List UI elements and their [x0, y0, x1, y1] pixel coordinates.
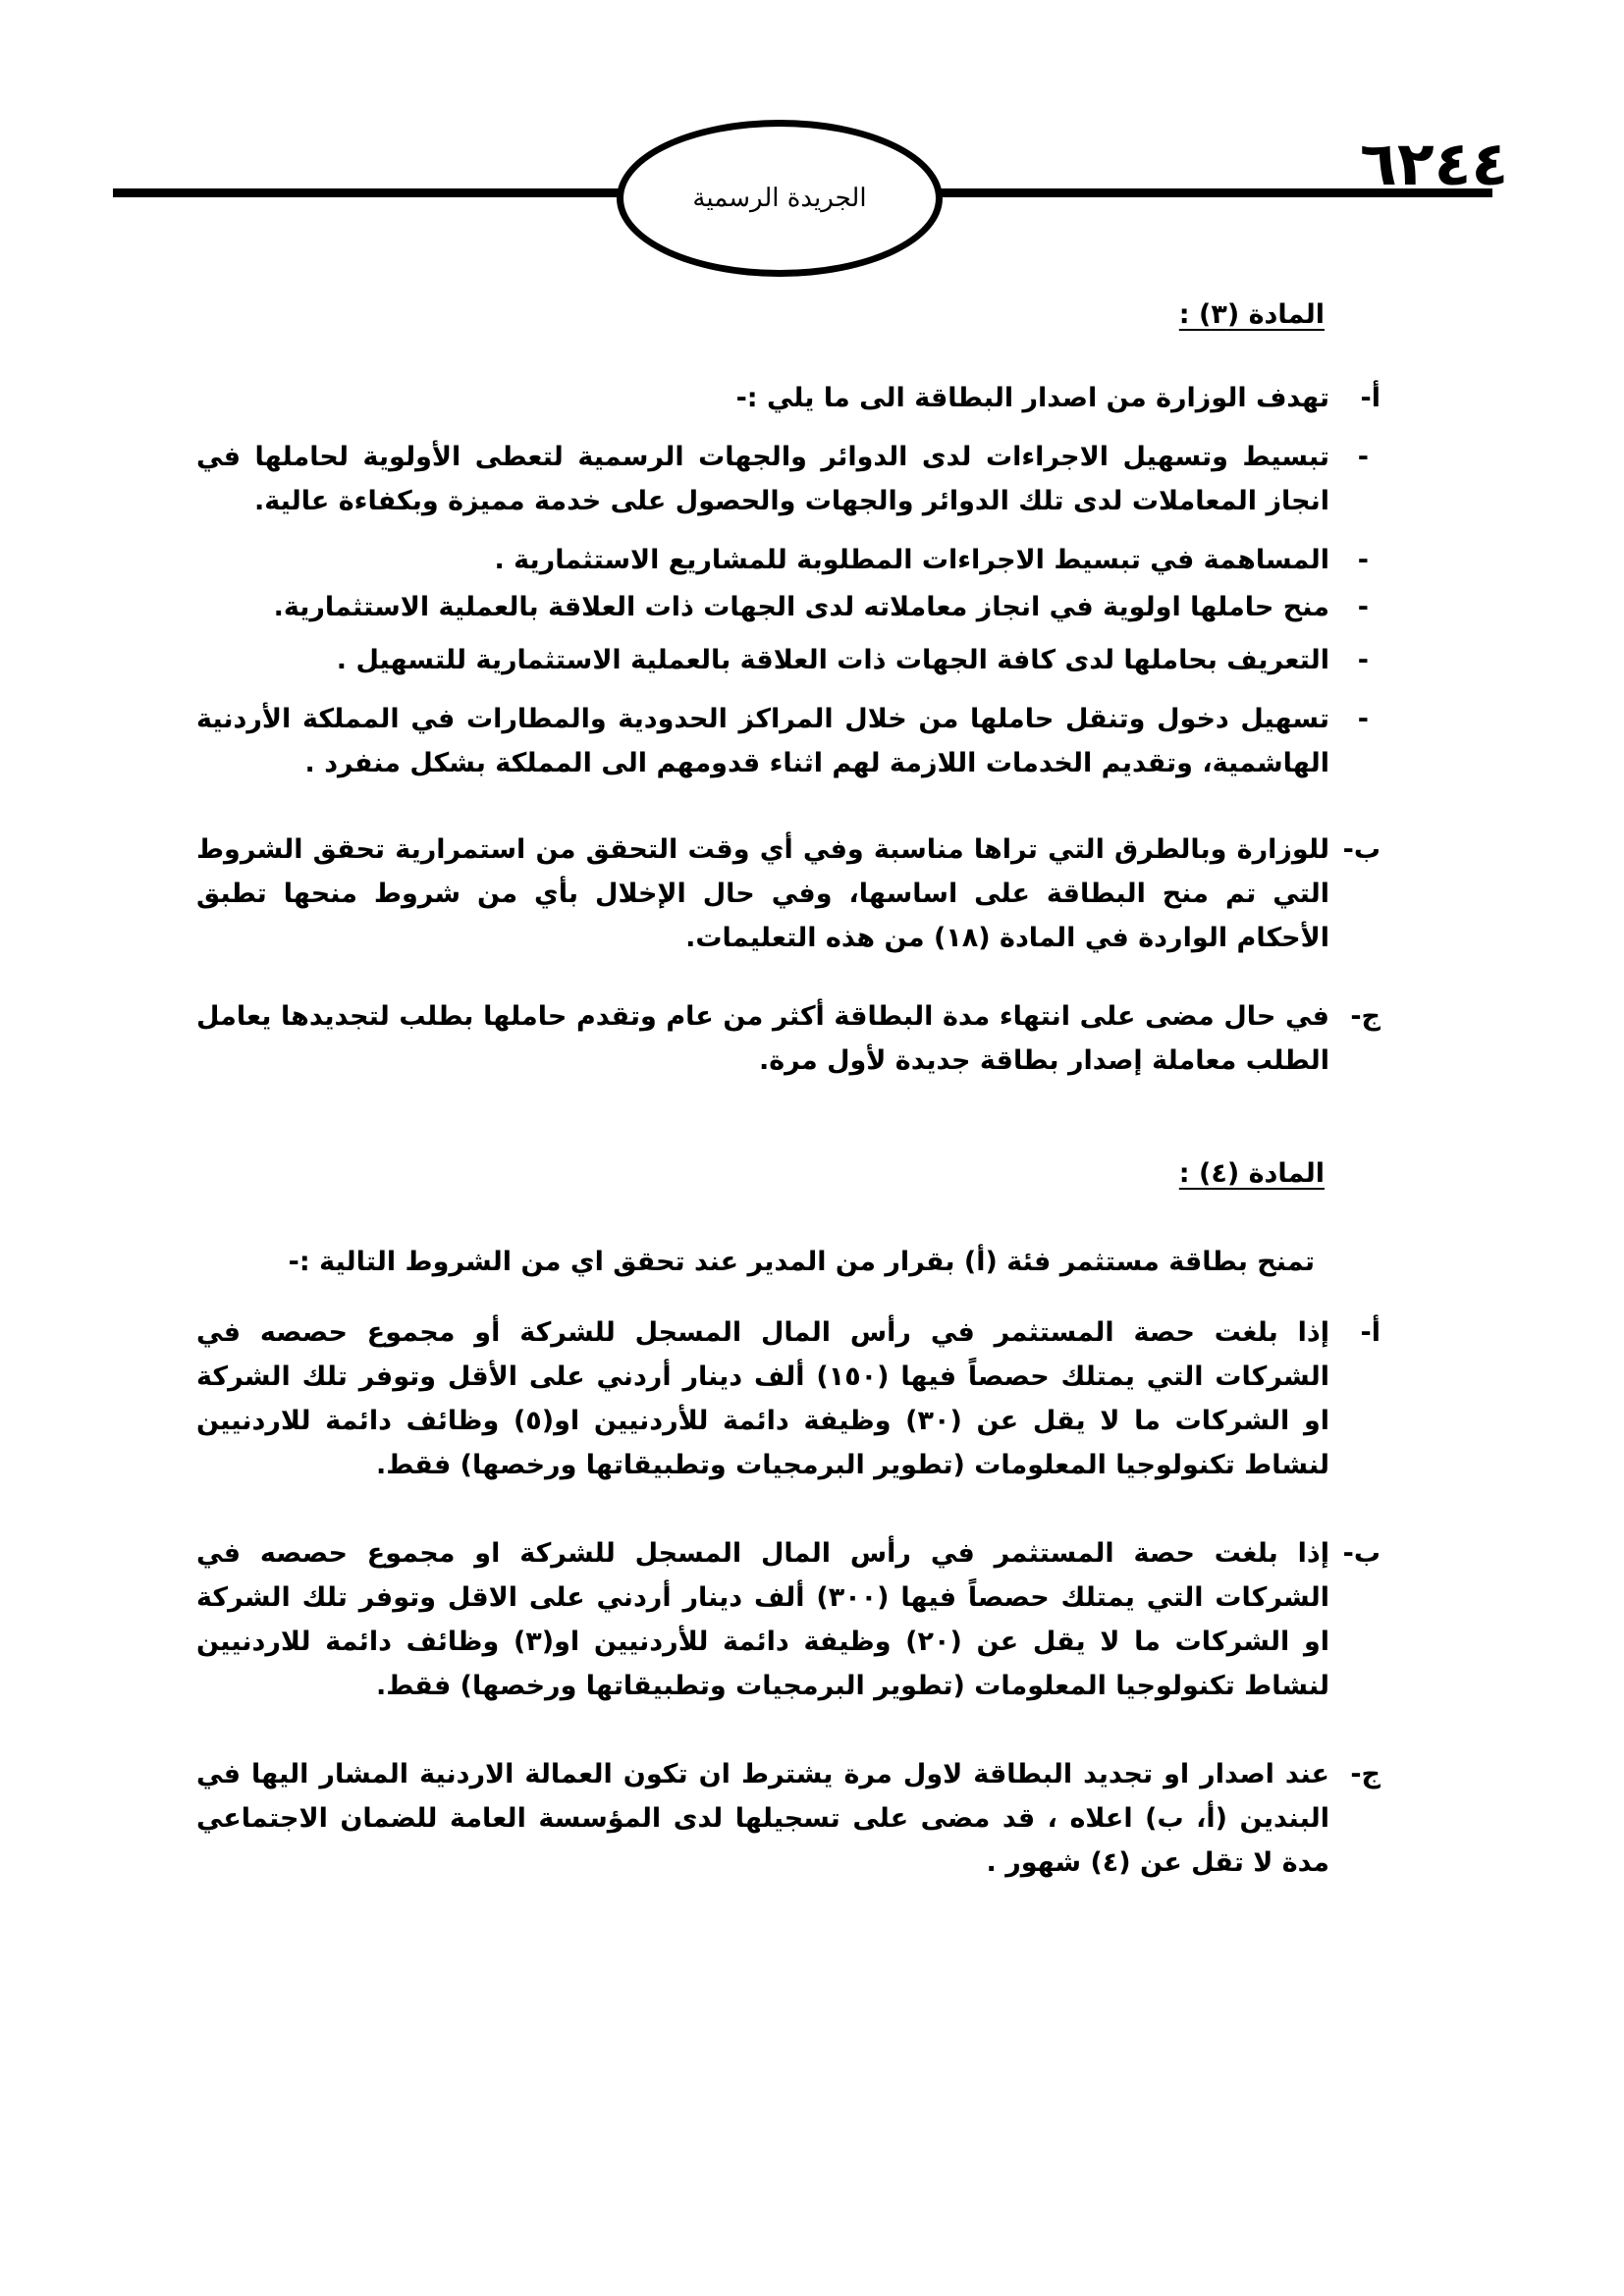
- article-3-bullet: [196, 585, 1369, 629]
- article-3-bullet: [196, 538, 1369, 582]
- article-4-clause-a: [196, 1310, 1380, 1487]
- clause-marker: أ-: [1360, 1317, 1380, 1348]
- article-4-clause-c: [196, 1752, 1380, 1885]
- article-3-clause-b: [196, 828, 1380, 960]
- article-4-title: المادة (٤) :: [1178, 1158, 1325, 1189]
- article-3-clause-c: [196, 994, 1380, 1083]
- clause-text: تهدف الوزارة من اصدار البطاقة الى ما يلي :-: [735, 383, 1329, 413]
- bullet-text: التعريف بحاملها لدى كافة الجهات ذات العلاقة بالعملية الاستثمارية للتسهيل .: [336, 645, 1329, 675]
- clause-text: للوزارة وبالطرق التي تراها مناسبة وفي أي وقت التحقق من استمرارية تحقق الشروط التي تم منح البطاقة على اساسها، وفي حال الإخلال بأي من شروط منحها تطبق الأحكام الواردة في المادة (١٨) من هذه التعليمات.: [196, 834, 1329, 953]
- article-3-bullet: [196, 638, 1369, 682]
- clause-marker: ب-: [1342, 834, 1380, 865]
- gazette-title: الجريدة الرسمية: [692, 184, 867, 213]
- bullet-text: منح حاملها اولوية في انجاز معاملاته لدى الجهات ذات العلاقة بالعملية الاستثمارية.: [273, 592, 1329, 622]
- clause-marker: أ-: [1360, 383, 1380, 413]
- article-4-intro: تمنح بطاقة مستثمر فئة (أ) بقرار من المدير عند تحقق اي من الشروط التالية :-: [288, 1247, 1315, 1277]
- bullet-text: تسهيل دخول وتنقل حاملها من خلال المراكز الحدودية والمطارات في المملكة الأردنية الهاشمية، وتقديم الخدمات اللازمة لهم اثناء قدومهم الى المملكة بشكل منفرد .: [196, 704, 1329, 778]
- clause-marker: ب-: [1342, 1538, 1380, 1569]
- gazette-title-oval: [617, 120, 943, 277]
- article-4-clause-b: [196, 1531, 1380, 1708]
- article-3-bullet: [196, 435, 1369, 523]
- bullet-dash: -: [1357, 442, 1369, 472]
- bullet-dash: -: [1357, 545, 1369, 575]
- bullet-dash: -: [1357, 592, 1369, 622]
- clause-text: إذا بلغت حصة المستثمر في رأس المال المسجل للشركة او مجموع حصصه في الشركات التي يمتلك حصصاً فيها (٣٠٠) ألف دينار أردني على الاقل وتوفر تلك الشركة او الشركات ما لا يقل عن (٢٠) وظيفة دائمة للأردنيين او(٣) وظائف دائمة للاردنيين لنشاط تكنولوجيا المعلومات (تطوير البرمجيات وتطبيقاتها ورخصها) فقط.: [196, 1538, 1329, 1701]
- clause-marker: ج-: [1350, 1001, 1380, 1032]
- page-number: ٦٢٤٤: [1360, 128, 1509, 199]
- article-3-clause-a: [196, 376, 1380, 420]
- bullet-dash: -: [1357, 645, 1369, 675]
- clause-text: عند اصدار او تجديد البطاقة لاول مرة يشترط ان تكون العمالة الاردنية المشار اليها في البندين (أ، ب) اعلاه ، قد مضى على تسجيلها لدى المؤسسة العامة للضمان الاجتماعي مدة لا تقل عن (٤) شهور .: [196, 1759, 1329, 1878]
- bullet-dash: -: [1357, 704, 1369, 734]
- clause-text: في حال مضى على انتهاء مدة البطاقة أكثر من عام وتقدم حاملها بطلب لتجديدها يعامل الطلب معاملة إصدار بطاقة جديدة لأول مرة.: [196, 1001, 1329, 1076]
- bullet-text: تبسيط وتسهيل الاجراءات لدى الدوائر والجهات الرسمية لتعطى الأولوية لحاملها في انجاز المعاملات لدى تلك الدوائر والجهات والحصول على خدمة مميزة وبكفاءة عالية.: [196, 442, 1329, 516]
- article-3-bullet: [196, 697, 1369, 785]
- clause-text: إذا بلغت حصة المستثمر في رأس المال المسجل للشركة أو مجموع حصصه في الشركات التي يمتلك حصصاً فيها (١٥٠) ألف دينار أردني على الأقل وتوفر تلك الشركة او الشركات ما لا يقل عن (٣٠) وظيفة دائمة للأردنيين او(٥) وظائف دائمة للاردنيين لنشاط تكنولوجيا المعلومات (تطوير البرمجيات وتطبيقاتها ورخصها) فقط.: [196, 1317, 1329, 1480]
- clause-marker: ج-: [1350, 1759, 1380, 1789]
- article-3-title: المادة (٣) :: [1178, 299, 1325, 330]
- bullet-text: المساهمة في تبسيط الاجراءات المطلوبة للمشاريع الاستثمارية .: [494, 545, 1329, 575]
